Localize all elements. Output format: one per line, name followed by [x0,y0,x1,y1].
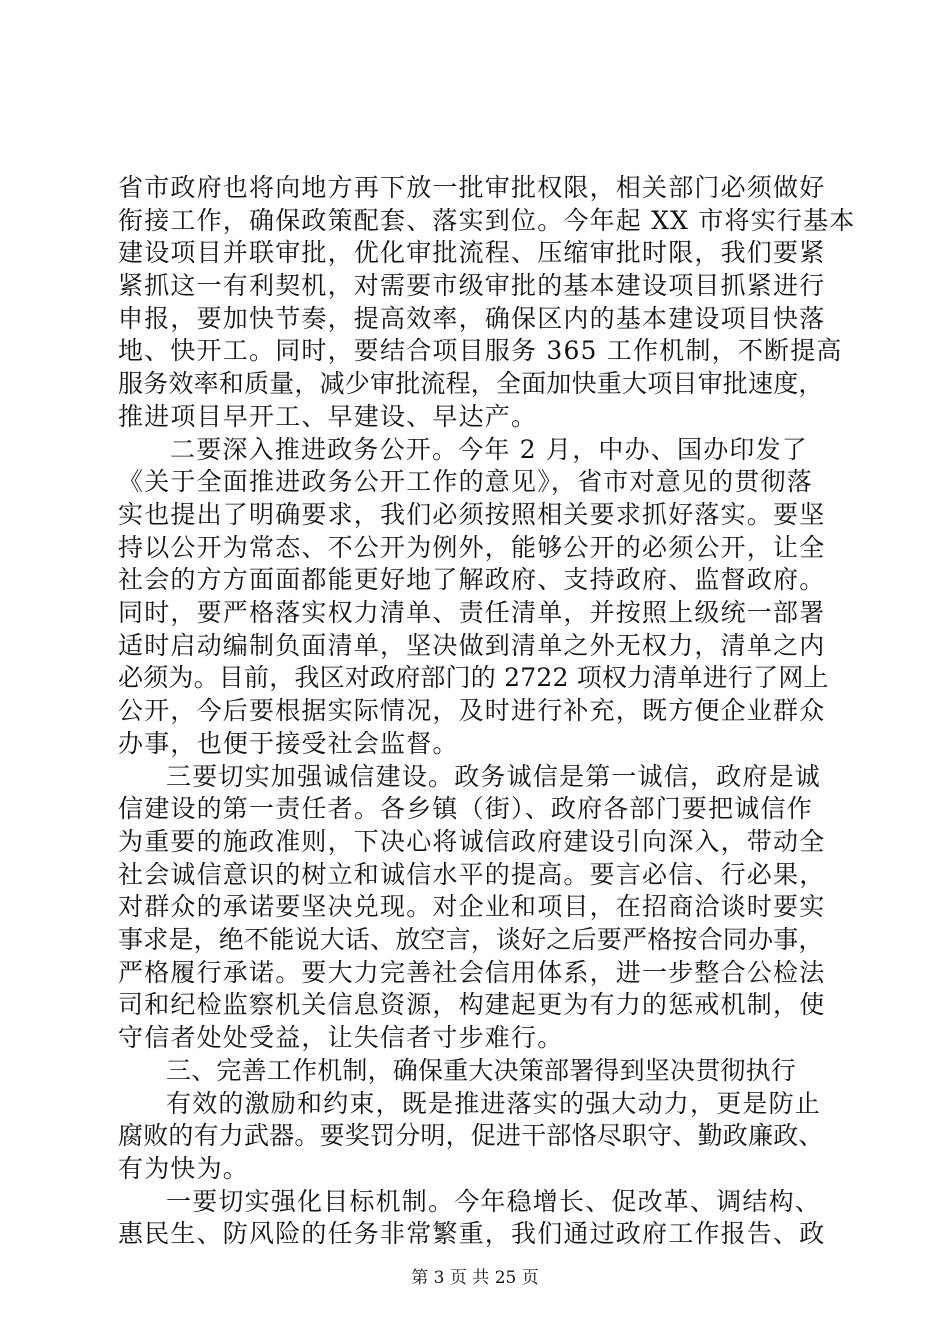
text-line: 公开，今后要根据实际情况，及时进行补充，既方便企业群众 [118,696,826,725]
text-line: 严格履行承诺。要大力完善社会信用体系，进一步整合公检法 [118,958,826,987]
section-heading: 三、完善工作机制，确保重大决策部署得到坚决贯彻执行 [166,1056,797,1085]
paragraph-heading-line: 三要切实加强诚信建设。政务诚信是第一诚信，政府是诚 [166,762,822,791]
paragraph-heading-line: 二要深入推进政务公开。今年 2 月，中办、国办印发了 [170,435,809,464]
text-line: 司和纪检监察机关信息资源，构建起更为有力的惩戒机制，使 [118,990,826,1019]
text-line: 腐败的有力武器。要奖罚分明，促进干部恪尽职守、勤政廉政、 [118,1121,824,1150]
text-line: 实也提出了明确要求，我们必须按照相关要求抓好落实。要坚 [118,500,826,529]
text-line: 服务效率和质量，减少审批流程，全面加快重大项目审批速度， [118,369,824,398]
text-line: 办事，也便于接受社会监督。 [118,729,459,758]
text-line: 省市政府也将向地方再下放一批审批权限，相关部门必须做好 [118,173,826,202]
text-line: 信建设的第一责任者。各乡镇（街）、政府各部门要把诚信作 [118,794,813,823]
paragraph-first-line: 有效的激励和约束，既是推进落实的强大动力，更是防止 [166,1089,822,1118]
text-line: 适时启动编制负面清单，坚决做到清单之外无权力，清单之内 [118,631,826,660]
text-line: 对群众的承诺要坚决兑现。对企业和项目，在招商洽谈时要实 [118,892,826,921]
text-line: 有为快为。 [118,1154,250,1183]
text-line: 守信者处处受益，让失信者寸步难行。 [118,1023,564,1052]
paragraph-heading-line: 一要切实强化目标机制。今年稳增长、促改革、调结构、 [166,1187,822,1216]
text-line: 《关于全面推进政务公开工作的意见》，省市对意见的贯彻落 [118,467,813,496]
text-line: 持以公开为常态、不公开为例外，能够公开的必须公开，让全 [118,533,826,562]
text-line: 紧抓这一有利契机，对需要市级审批的基本建设项目抓紧进行 [118,271,826,300]
page-footer: 第 3 页 共 25 页 [411,1268,539,1288]
text-line: 同时，要严格落实权力清单、责任清单，并按照上级统一部署 [118,598,826,627]
text-line: 衔接工作，确保政策配套、落实到位。今年起 XX 市将实行基本 [118,206,856,235]
text-line: 社会诚信意识的树立和诚信水平的提高。要言必信、行必果， [118,860,826,889]
text-line: 建设项目并联审批，优化审批流程、压缩审批时限，我们要紧 [118,238,826,267]
text-line: 申报，要加快节奏，提高效率，确保区内的基本建设项目快落 [118,304,826,333]
text-line: 事求是，绝不能说大话、放空言，谈好之后要严格按合同办事， [118,925,824,954]
text-line: 必须为。目前，我区对政府部门的 2722 项权力清单进行了网上 [118,663,829,692]
text-line: 为重要的施政准则，下决心将诚信政府建设引向深入，带动全 [118,827,826,856]
text-line: 惠民生、防风险的任务非常繁重，我们通过政府工作报告、政 [118,1219,826,1248]
text-line: 社会的方方面面都能更好地了解政府、支持政府、监督政府。 [118,565,826,594]
text-line: 地、快开工。同时，要结合项目服务 365 工作机制，不断提高 [118,336,843,365]
text-line: 推进项目早开工、早建设、早达产。 [118,402,538,431]
